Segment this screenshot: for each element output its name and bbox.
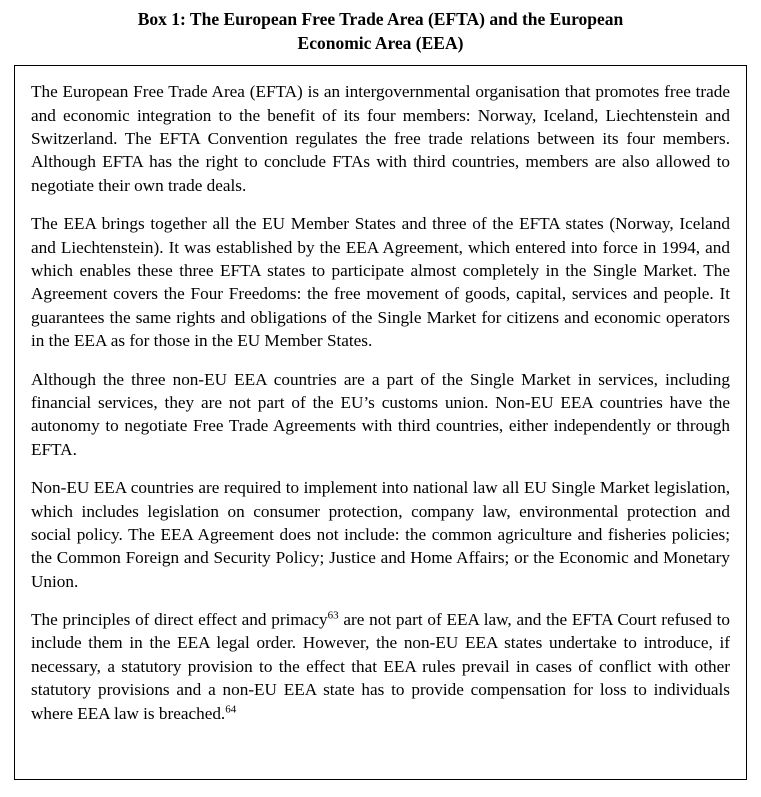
footnote-ref-63: 63	[327, 609, 339, 622]
box-content-frame	[14, 65, 747, 780]
final-paragraph-part-1: The principles of direct effect and primacy	[31, 610, 328, 630]
box-title-line-2: Economic Area (EEA)	[297, 32, 464, 53]
paragraph-legislation: Non-EU EEA countries are required to implement into national law all EU Single Market legislation, which includes legislation on consumer protection, company law, environmental protection and social policy. The EEA Agreement does not include: the common agriculture and fisheries policies; the Common Foreign and Security Policy; Justice and Home Affairs; or the Economic and Monetary Union.	[31, 478, 730, 591]
box-title	[61, 8, 701, 55]
paragraph-eea-overview: The EEA brings together all the EU Member States and three of the EFTA states (Norway, Iceland and Liechtenstein). It was established by the EEA Agreement, which entered into force in 1994, and which enables these three EFTA states to participate almost completely in the Single Market. The Agreement covers the Four Freedoms: the free movement of goods, capital, services and people. It guarantees the same rights and obligations of the Single Market for citizens and economic operators in the EEA as for those in the EU Member States.	[31, 214, 730, 351]
paragraph-customs-union: Although the three non-EU EEA countries are a part of the Single Market in services, including financial services, they are not part of the EU’s customs union. Non-EU EEA countries have the autonomy to negotiate Free Trade Agreements with third countries, either independently or through EFTA.	[31, 369, 730, 459]
paragraph-efta-overview: The European Free Trade Area (EFTA) is an intergovernmental organisation that promotes free trade and economic integration to the benefit of its four members: Norway, Iceland, Liechtenstein and Switzerland. The EFTA Convention regulates the free trade relations between its four members. Although EFTA has the right to conclude FTAs with third countries, members are also allowed to negotiate their own trade deals.	[31, 82, 730, 195]
paragraph-direct-effect-primacy	[31, 608, 730, 725]
footnote-ref-64: 64	[225, 702, 237, 715]
box-title-line-1: Box 1: The European Free Trade Area (EFTA) and the European	[137, 9, 624, 29]
final-paragraph-part-2: are not part of EEA law, and the EFTA Court refused to include them in the EEA legal order. However, the non-EU EEA states undertake to introduce, if necessary, a statutory provision to the effect that EEA rules prevail in cases of conflict with other statutory provisions and a non-EU EEA state has to provide compensation for loss to individuals where EEA law is breached.	[31, 610, 730, 723]
